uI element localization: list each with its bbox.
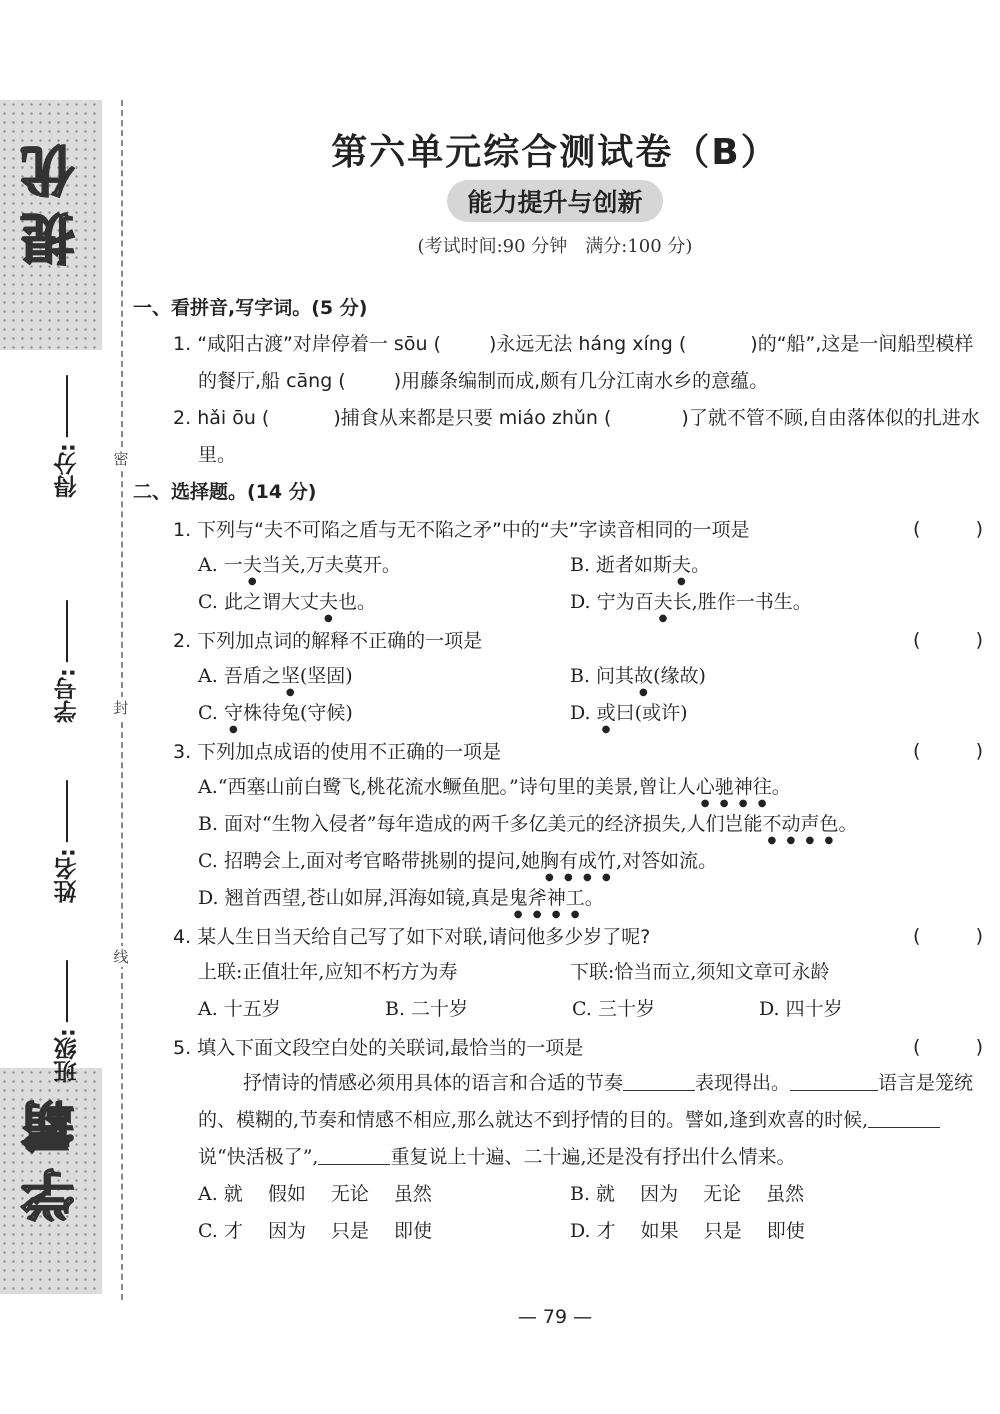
page-title: 第六单元综合测试卷（B） (331, 132, 779, 173)
option-b[interactable]: B. 二十岁 (385, 998, 469, 1020)
option-d[interactable]: D. 四十岁 (759, 998, 843, 1020)
question-5-stem: 5. 填入下面文段空白处的关联词,最恰当的一项是 ( ) (173, 1035, 983, 1059)
question-5-passage: 抒情诗的情感必须用具体的语言和合适的节奏 表现得出。 语言是笼统的、模糊的,节奏和情感不相应,那么就达不到抒情的目的。譬如,逢到欢喜的时候,说“快活极了”, 重复说上十遍、二十遍,还是没有抒出什么情来。 (198, 1072, 974, 1168)
option-a[interactable]: A. 一夫当关,万夫莫开。 (198, 554, 401, 576)
option-c[interactable]: C. 三十岁 (572, 998, 655, 1020)
fill-blank[interactable] (790, 1070, 878, 1091)
question-2-options-cd (133, 695, 987, 732)
seal-char-feng: 封 (110, 697, 132, 718)
strip-label-bottom: 学霸 (20, 1086, 83, 1222)
option-a[interactable]: A.“西塞山前白鹭飞,桃花流水鳜鱼肥。”诗句里的美景,曾让人心驰神往。 (198, 776, 791, 798)
page-number: — 79 — (517, 1306, 593, 1328)
option-c[interactable]: C. 招聘会上,面对考官略带挑剔的提问,她胸有成竹,对答如流。 (198, 850, 718, 872)
answer-bracket[interactable]: ( ) (913, 924, 983, 947)
couplet-upper: 上联:正值壮年,应知不朽方为寿 (198, 961, 458, 983)
answer-bracket[interactable]: ( ) (913, 517, 983, 540)
exam-content (133, 290, 987, 1250)
couplet (133, 954, 987, 991)
name-field: 姓名: (42, 780, 92, 903)
fill-blank[interactable] (318, 1144, 390, 1165)
question-4-stem: 4. 某人生日当天给自己写了如下对联,请问他多少岁了呢? ( ) (173, 924, 983, 948)
class-field: 班级: (42, 960, 92, 1083)
answer-bracket[interactable]: ( ) (913, 739, 983, 762)
question-5-options-ab (133, 1176, 987, 1213)
page-subtitle: 能力提升与创新 (447, 180, 662, 222)
section-1-heading: 一、看拼音,写字词。(5 分) (133, 297, 368, 319)
score-field: 得分: (42, 375, 92, 498)
exam-info: (考试时间:90 分钟 满分:100 分) (417, 236, 693, 257)
question-3-stem: 3. 下列加点成语的使用不正确的一项是 ( ) (173, 739, 983, 763)
fill-blank[interactable] (623, 1070, 695, 1091)
section-1-question-1: 1. “咸阳古渡”对岸停着一 sōu ( )永远无法 háng xíng ( )的“船”,这是一间船型模样的餐厅,船 cāng ( )用藤条编制而成,颇有几分江南水乡的意蕴。 (173, 333, 974, 392)
question-4-options (133, 991, 987, 1028)
question-2-options-ab (133, 658, 987, 695)
question-2-stem: 2. 下列加点词的解释不正确的一项是 ( ) (173, 628, 983, 652)
option-b[interactable]: B. 逝者如斯夫。 (570, 554, 711, 576)
option-b[interactable]: B. 问其故(缘故) (570, 665, 706, 687)
option-a[interactable]: A. 十五岁 (198, 998, 281, 1020)
option-d[interactable]: D. 宁为百夫长,胜作一书生。 (570, 591, 812, 613)
strip-label-top: 提优 (20, 130, 83, 266)
fill-blank[interactable] (868, 1107, 940, 1128)
answer-bracket[interactable]: ( ) (913, 628, 983, 651)
decorative-strip-bottom (0, 1068, 102, 1294)
question-1-stem: 1. 下列与“夫不可陷之盾与无不陷之矛”中的“夫”字读音相同的一项是 ( ) (173, 517, 983, 541)
question-1-options-ab (133, 547, 987, 584)
option-c[interactable]: C. 才 因为 只是 即使 (198, 1220, 433, 1242)
option-d[interactable]: D. 或曰(或许) (570, 702, 688, 724)
option-a[interactable]: A. 吾盾之坚(坚固) (198, 665, 353, 687)
option-d[interactable]: D. 才 如果 只是 即使 (570, 1220, 805, 1242)
answer-bracket[interactable]: ( ) (913, 1035, 983, 1058)
student-id-field: 学号: (42, 600, 92, 723)
option-c[interactable]: C. 此之谓大丈夫也。 (198, 591, 376, 613)
option-b[interactable]: B. 就 因为 无论 虽然 (570, 1183, 805, 1205)
option-c[interactable]: C. 守株待兔(守候) (198, 702, 353, 724)
question-1-options-cd (133, 584, 987, 621)
option-b[interactable]: B. 面对“生物入侵者”每年造成的两千多亿美元的经济损失,人们岂能不动声色。 (198, 813, 858, 835)
section-1-question-2: 2. hǎi ōu ( )捕食从来都是只要 miáo zhǔn ( )了就不管不顾,自由落体似的扎进水里。 (173, 407, 980, 466)
couplet-lower: 下联:恰当而立,须知文章可永龄 (570, 961, 830, 983)
question-5-options-cd (133, 1213, 987, 1250)
seal-char-mi: 密 (110, 448, 132, 469)
section-2-heading: 二、选择题。(14 分) (133, 481, 317, 503)
option-d[interactable]: D. 翘首西望,苍山如屏,洱海如镜,真是鬼斧神工。 (198, 887, 604, 909)
option-a[interactable]: A. 就 假如 无论 虽然 (198, 1183, 432, 1205)
seal-char-xian: 线 (110, 946, 132, 967)
